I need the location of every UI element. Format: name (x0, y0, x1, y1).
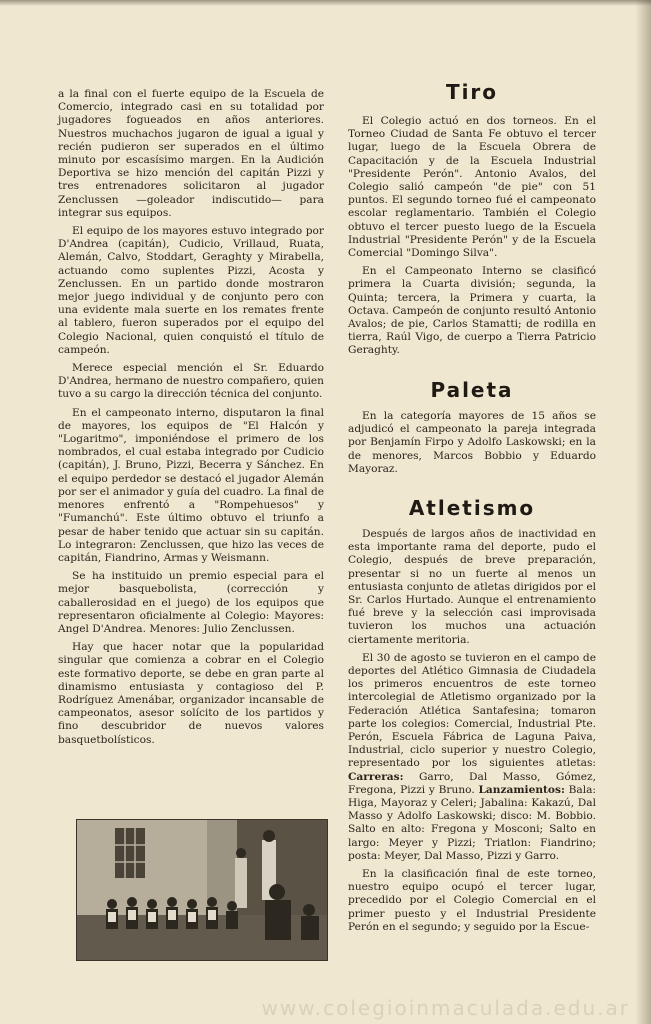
lanzamientos-text: Bala: Higa, Mayoraz y Celeri; Jabalina: Kakazú, Dal Masso y Adolfo Laskowski; disco: M. Bobbio. Salto en alto: Fregona y Mosconi; Salto en largo: Meyer y Pizzi; Triatlon: Fiandrino; posta: Meyer, Dal Masso, Pizzi y Garro. (348, 783, 596, 862)
tiro-heading: Tiro (445, 80, 499, 104)
atletismo-article (348, 528, 596, 939)
atletismo-paragraph: En la clasificación final de este torneo, nuestro equipo ocupó el tercer lugar, precedido por el Colegio Comercial en el primer puesto y el Industrial Presidente Perón en el segundo; y seguido por la Escue- (348, 868, 596, 933)
watermark: www.colegioinmaculada.edu.ar (261, 996, 630, 1020)
atletismo-heading: Atletismo (408, 496, 536, 520)
paleta-paragraph: En la categoría mayores de 15 años se adjudicó el campeonato la pareja integrada por Benjamín Firpo y Adolfo Laskowski; en la de menores, Marcos Bobbio y Eduardo Mayoraz. (348, 410, 596, 475)
paleta-article (348, 410, 596, 481)
team-photo-illustration (77, 820, 327, 960)
article-paragraph: a la final con el fuerte equipo de la Escuela de Comercio, integrado casi en su totalidad por jugadores fogueados en años anteriores. Nuestros muchachos jugaron de igual a igual y recién pudieron ser superados en el último minuto por escasísimo margen. En la Audición Deportiva se hizo mención del capitán Pizzi y tres entrenadores solicitaron al jugador Zenclussen —goleador indiscutido— para integrar sus equipos. (58, 88, 324, 219)
team-photo (76, 819, 328, 961)
page-top-shadow (0, 0, 651, 6)
page-binding-shadow (635, 0, 651, 1024)
article-paragraph: Se ha instituido un premio especial para el mejor basquebolista, (corrección y caballerosidad en el juego) de los equipos que representaron oficialmente al Colegio: Mayores: Angel D'Andrea. Menores: Julio Zenclussen. (58, 570, 324, 635)
lanzamientos-label: Lanzamientos: (478, 783, 565, 796)
carreras-text: Garro, Dal Masso, Gómez, Fregona, Pizzi y Bruno. (348, 770, 596, 796)
paleta-heading: Paleta (430, 378, 514, 402)
carreras-label: Carreras: (348, 770, 404, 783)
tiro-paragraph: En el Campeonato Interno se clasificó primera la Cuarta división; segunda, la Quinta; tercera, la Primera y cuarta, la Octava. Campeón de conjunto resultó Antonio Avalos; de pie, Carlos Stamatti; de rodilla en tierra, Raúl Vigo, de cuerpo a Tierra Patricio Geraghty. (348, 265, 596, 357)
article-paragraph: El equipo de los mayores estuvo integrado por D'Andrea (capitán), Cudicio, Vrillaud, Ruata, Alemán, Calvo, Stoddart, Geraghty y Mirabella, actuando como suplentes Pizzi, Acosta y Zenclussen. En un partido donde mostraron mejor juego individual y de conjunto pero con una evidente mala suerte en los remates frente al tablero, fueron superados por el equipo del Colegio Nacional, quien conquistó el título de campeón. (58, 225, 324, 356)
atletismo-paragraph: Después de largos años de inactividad en esta importante rama del deporte, pudo el Colegio, después de breve preparación, presentar si no un fuerte al menos un entusiasta conjunto de atletas dirigidos por el Sr. Carlos Hurtado. Aunque el entrenamiento fué breve y la selección casi improvisada tuvieron los muchos una actuación ciertamente meritoria. (348, 528, 596, 646)
atletismo-paragraph (348, 652, 596, 863)
basketball-article-column (58, 88, 324, 752)
tiro-article-column (348, 115, 596, 363)
tiro-paragraph: El Colegio actuó en dos torneos. En el Torneo Ciudad de Santa Fe obtuvo el tercer lugar, luego de la Escuela Obrera de Capacitación y de la Escuela Industrial "Presidente Perón". Antonio Avalos, del Colegio salió campeón "de pie" con 51 puntos. El segundo torneo fué el campeonato escolar reglamentario. También el Colegio obtuvo el tercer puesto luego de la Escuela Industrial "Presidente Perón" y de la Escuela Comercial "Domingo Silva". (348, 115, 596, 260)
article-paragraph: Hay que hacer notar que la popularidad singular que comienza a cobrar en el Colegio este formativo deporte, se debe en gran parte al dinamismo entusiasta y contagioso del P. Rodríguez Amenábar, organizador incansable de campeonatos, asesor solícito de los partidos y fino descubridor de nuevos valores basquetbolísticos. (58, 641, 324, 746)
atletismo-intro-text: El 30 de agosto se tuvieron en el campo de deportes del Atlético Gimnasia de Ciudadela los primeros encuentros de este torneo intercolegial de Atletismo organizado por la Federación Atlética Santafesina; tomaron parte los colegios: Comercial, Industrial Pte. Perón, Escuela Fábrica de Laguna Paiva, Industrial, ciclo superior y nuestro Colegio, representado por los siguientes atletas: (348, 651, 596, 770)
article-paragraph: Merece especial mención el Sr. Eduardo D'Andrea, hermano de nuestro compañero, quien tuvo a su cargo la dirección técnica del conjunto. (58, 362, 324, 401)
article-paragraph: En el campeonato interno, disputaron la final de mayores, los equipos de "El Halcón y "Logaritmo", imponiéndose el primero de los nombrados, el cual estaba integrado por Cudicio (capitán), J. Bruno, Pizzi, Becerra y Sánchez. En el equipo perdedor se destacó el jugador Alemán por ser el animador y guía del cuadro. La final de menores enfrentó a "Rompehuesos" y "Fumanchú". Este último obtuvo el triunfo a pesar de haber tenido que actuar sin su capitán. Lo integraron: Zenclussen, que hizo las veces de capitán, Fiandrino, Armas y Weismann. (58, 406, 324, 564)
